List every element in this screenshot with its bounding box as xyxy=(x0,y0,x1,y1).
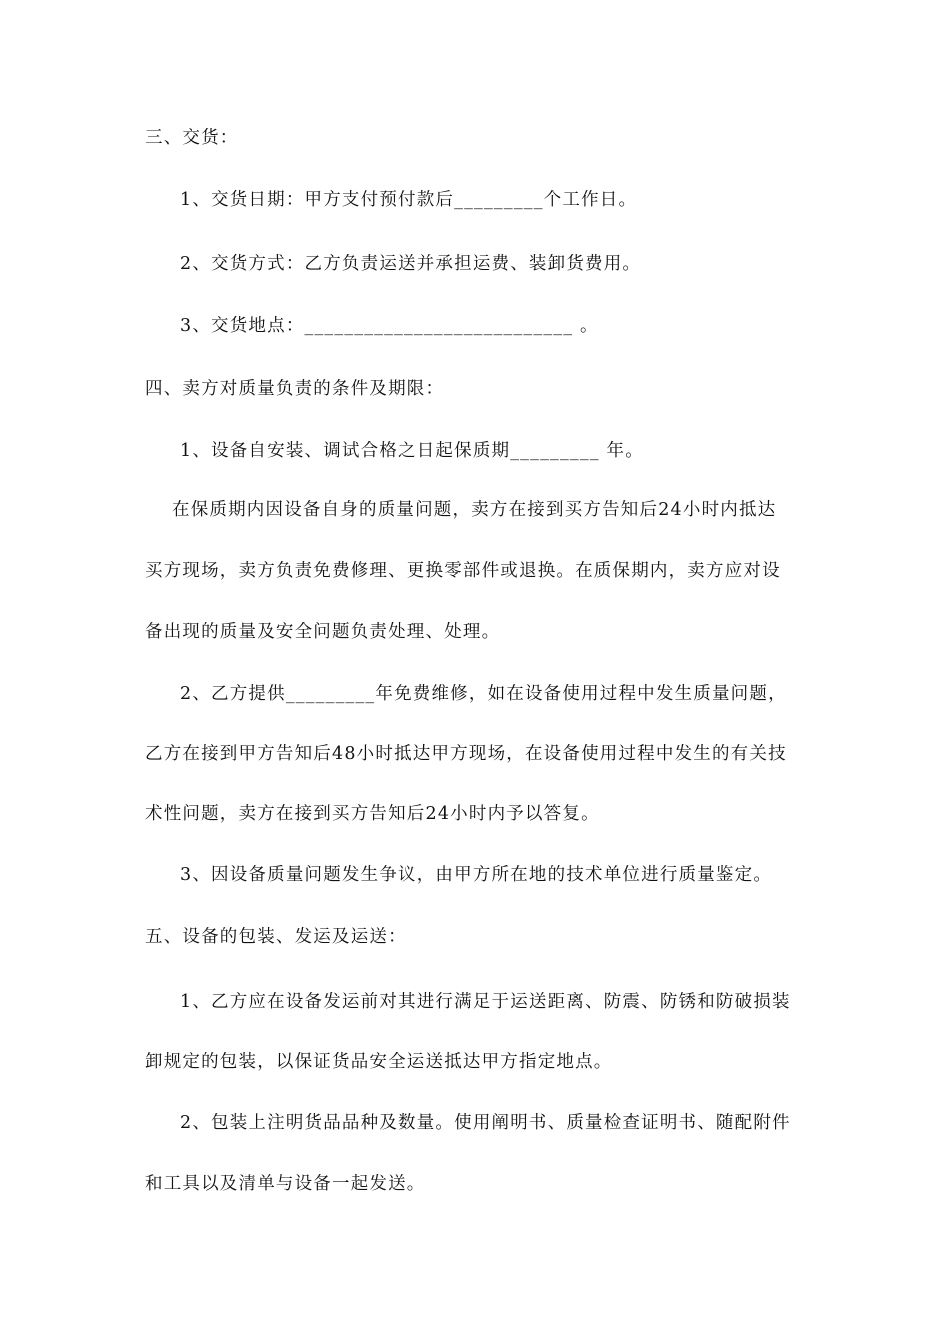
section-heading-delivery: 三、交货： xyxy=(145,128,239,148)
clause-warranty-period: 1、设备自安装、调试合格之日起保质期_________ 年。 xyxy=(180,441,644,461)
clause-delivery-location: 3、交货地点：___________________________ 。 xyxy=(180,316,599,336)
paragraph-line: 在保质期内因设备自身的质量问题，卖方在接到买方告知后24小时内抵达 xyxy=(172,500,777,520)
clause-packaging: 1、乙方应在设备发运前对其进行满足于运送距离、防震、防锈和防破损装 xyxy=(180,992,791,1012)
clause-labeling: 2、包装上注明货品品种及数量。使用阐明书、质量检查证明书、随配附件 xyxy=(180,1113,791,1133)
clause-dispute-appraisal: 3、因设备质量问题发生争议，由甲方所在地的技术单位进行质量鉴定。 xyxy=(180,865,773,885)
paragraph-line: 和工具以及清单与设备一起发送。 xyxy=(145,1174,426,1194)
clause-free-maintenance: 2、乙方提供_________年免费维修，如在设备使用过程中发生质量问题， xyxy=(180,684,787,704)
paragraph-line: 卸规定的包装，以保证货品安全运送抵达甲方指定地点。 xyxy=(145,1052,613,1072)
paragraph-line: 买方现场，卖方负责免费修理、更换零部件或退换。在质保期内，卖方应对设 xyxy=(145,561,781,581)
section-heading-packaging: 五、设备的包装、发运及运送： xyxy=(145,927,407,947)
clause-delivery-date: 1、交货日期：甲方支付预付款后_________个工作日。 xyxy=(180,190,638,210)
section-heading-quality: 四、卖方对质量负责的条件及期限： xyxy=(145,379,445,399)
paragraph-line: 乙方在接到甲方告知后48小时抵达甲方现场，在设备使用过程中发生的有关技 xyxy=(145,744,787,764)
paragraph-line: 术性问题，卖方在接到买方告知后24小时内予以答复。 xyxy=(145,804,600,824)
clause-delivery-method: 2、交货方式：乙方负责运送并承担运费、装卸货费用。 xyxy=(180,254,642,274)
paragraph-line: 备出现的质量及安全问题负责处理、处理。 xyxy=(145,622,501,642)
